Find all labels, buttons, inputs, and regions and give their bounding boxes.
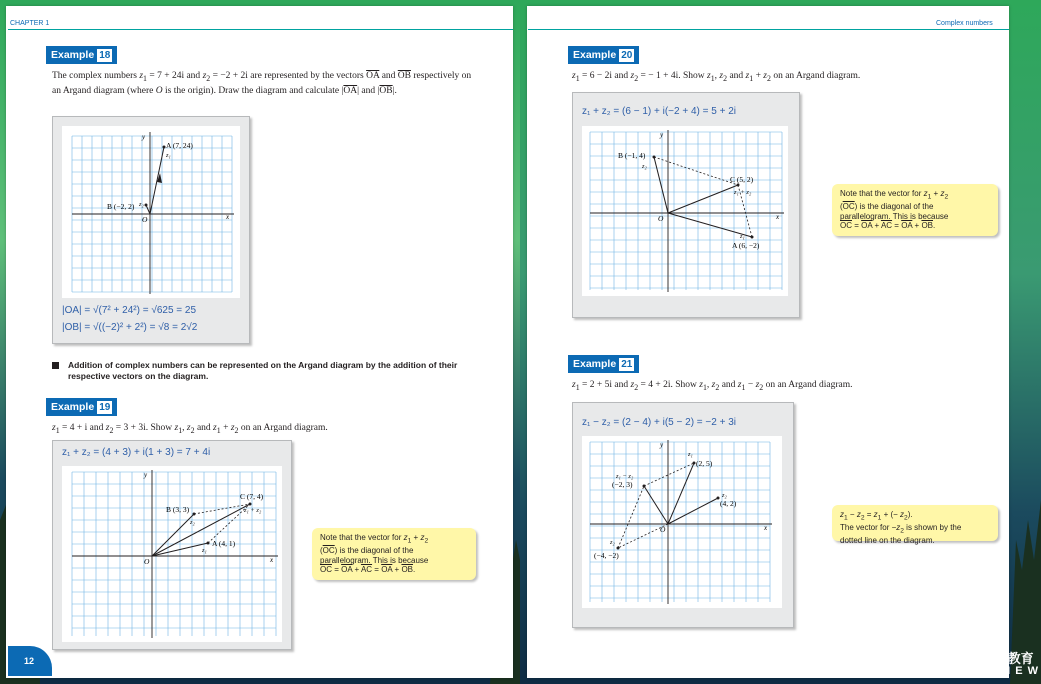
svg-text:(4, 2): (4, 2) [720,499,737,508]
example-19-question: $z_1 = 4 + i$ and $z_2 = 3 + 3i$. Show $z_1$, $z_2$ and $z_1 + z_2$ on an Argand diagram. [52,423,328,435]
svg-text:x: x [776,213,780,221]
svg-text:(−2, 3): (−2, 3) [612,480,633,489]
svg-text:z₁ + z₂: z₁ + z₂ [244,507,262,514]
point-label-a: A (7, 24) [166,141,193,150]
example-20-working: z₁ + z₂ = (6 − 1) + i(−2 + 4) = 5 + 2i [582,106,737,117]
svg-text:x: x [226,213,230,221]
left-page [0,0,520,684]
svg-text:(2, 5): (2, 5) [696,459,713,468]
svg-text:O: O [658,214,664,223]
svg-text:B (3, 3): B (3, 3) [166,505,190,514]
svg-text:z₁ − z₂: z₁ − z₂ [616,473,634,480]
example-18-working-1: |OA| = √(7² + 24²) = √625 = 25 [62,305,197,316]
svg-text:z₁: z₁ [202,547,207,554]
svg-text:C (7, 4): C (7, 4) [240,492,264,501]
example-21-working: z₁ − z₂ = (2 − 4) + i(5 − 2) = −2 + 3i [582,417,737,428]
publisher-logo: 教育 N E W [1002,651,1039,677]
bullet-square [52,362,59,369]
svg-text:C (5, 2): C (5, 2) [730,175,754,184]
svg-text:B (−1, 4): B (−1, 4) [618,151,646,160]
example-20-note: Note that the vector for $z_1 + z_2$ $(\overline{OC})$ is the diagonal of the parallelogram. This is because $\overline{OC} = \overline{OA} + \overline{AC} = \overline{OA} + \overline{OB}$. [832,184,998,236]
page-number: 12 [8,646,52,676]
section-title: Complex numbers [936,20,993,27]
svg-text:O: O [144,557,150,566]
argand-diagram-19 [62,466,282,642]
svg-text:A (6, −2): A (6, −2) [732,241,760,250]
svg-text:z₂: z₂ [722,492,727,499]
svg-text:z₁ + z₂: z₁ + z₂ [734,189,752,196]
argand-diagram-21 [582,436,782,608]
svg-text:O: O [142,215,148,224]
argand-diagram-18 [62,126,240,298]
svg-text:(−4, −2): (−4, −2) [594,551,619,560]
svg-text:z₂: z₂ [190,519,195,526]
svg-text:y: y [144,471,148,479]
svg-text:y: y [660,131,664,139]
svg-text:y: y [142,133,146,141]
point-label-b: B (−2, 2) [107,202,135,211]
right-page [520,0,1041,684]
example-18-question: The complex numbers $z_1 = 7 + 24i$ and $z_2 = -2 + 2i$ are represented by the vectors $\overline{OA}$ and $\overline{OB}$ respectively on an Argand diagram (where O is the origin). Draw the diagram and calculate $|\overline{OA}|$ and $|\overline{OB}|$. [52,71,472,96]
example-19-working: z₁ + z₂ = (4 + 3) + i(1 + 3) = 7 + 4i [62,447,211,458]
svg-text:x: x [270,556,274,564]
key-point-text: Addition of complex numbers can be represented on the Argand diagram by the addition of their respective vectors on the diagram. [68,360,458,381]
svg-text:A (4, 1): A (4, 1) [212,539,236,548]
example-18-tag: Example 18 [46,46,117,64]
svg-text:O: O [660,525,666,534]
svg-text:z₂: z₂ [642,163,647,170]
example-18-working-2: |OB| = √((−2)² + 2²) = √8 = 2√2 [62,322,198,333]
chapter-label: CHAPTER 1 [10,20,50,27]
svg-text:z₂: z₂ [139,201,144,208]
example-21-note: $z_1 - z_2 = z_1$ + (− $z_2$). The vector for $-z_2$ is shown by the dotted line on the diagram. [832,505,998,541]
example-20-tag: Example 20 [568,46,639,64]
example-19-tag: Example 19 [46,398,117,416]
example-20-question: $z_1 = 6 - 2i$ and $z_2$ = − 1 + 4i. Show $z_1$, $z_2$ and $z_1 + z_2$ on an Argand diagram. [572,71,861,83]
example-21-tag: Example 21 [568,355,639,373]
argand-diagram-20 [582,126,788,296]
svg-text:y: y [660,441,664,449]
svg-text:z₁: z₁ [688,451,693,458]
svg-text:x: x [764,524,768,532]
svg-text:z₂: z₂ [610,539,615,546]
example-19-note: Note that the vector for $z_1 + z_2$ $(\overline{OC})$ is the diagonal of the parallelogram. This is because $\overline{OC} = \overline{OA} + \overline{AC} = \overline{OA} + \overline{OB}$. [312,528,476,580]
svg-text:z₁: z₁ [740,233,745,240]
example-21-question: $z_1 = 2 + 5i$ and $z_2 = 4 + 2i$. Show $z_1$, $z_2$ and $z_1 - z_2$ on an Argand diagram. [572,380,853,392]
svg-text:z₁: z₁ [166,152,171,159]
